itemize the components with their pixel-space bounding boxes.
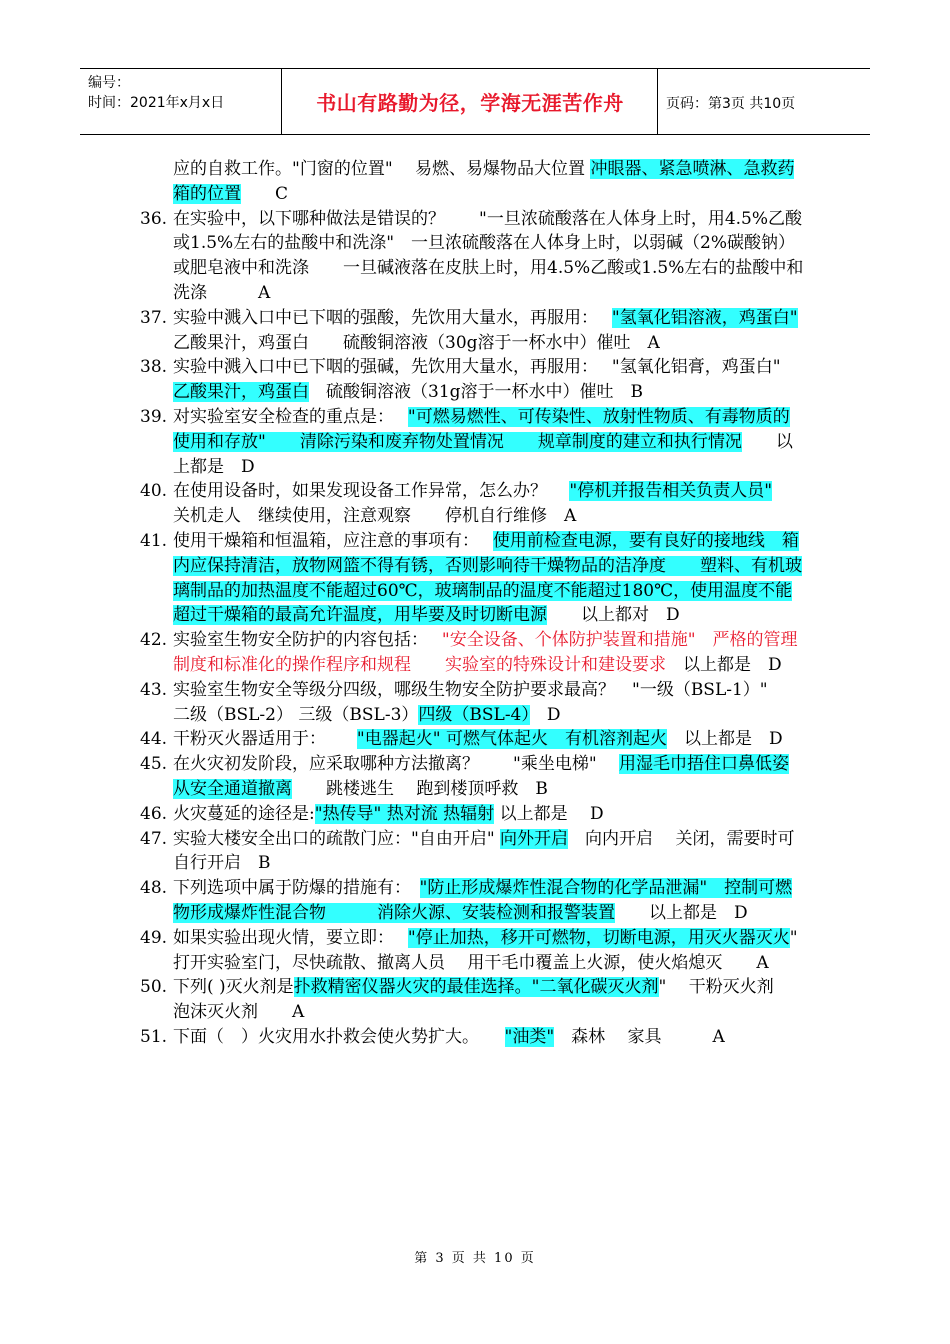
question-number: 46. xyxy=(140,803,168,824)
document-date-label: 时间：2021年x月x日 xyxy=(88,95,225,111)
highlighted-text: 使用前检查电源，要有良好的接地线 箱内应保持清洁，放物网篮不得有锈，否则影响待干燥物品的洁净度 塑料、有机玻璃制品的加热温度不能超过60℃，玻璃制品的温度不能超过180℃，使用温度不能超过干燥箱的最高允许温度，用毕要及时切断电源 xyxy=(173,530,802,626)
header-divider-left xyxy=(281,69,282,134)
question-text: 硫酸铜溶液（31g溶于一杯水中）催吐 B xyxy=(309,382,644,403)
question-number: 41. xyxy=(140,530,168,551)
question-number: 40. xyxy=(140,481,168,502)
question-text: 乙酸果汁，鸡蛋白 硫酸铜溶液（30g溶于一杯水中）催吐 A xyxy=(173,307,815,353)
question-text: 森林 家具 A xyxy=(554,1026,725,1047)
highlighted-text: "氢氧化铝溶液，鸡蛋白" xyxy=(611,307,798,328)
question-number: 43. xyxy=(140,679,168,700)
question-text: 实验中溅入口中已下咽的强碱，先饮用大量水，再服用： "氢氧化铝膏，鸡蛋白" xyxy=(173,357,798,378)
question-item xyxy=(140,355,805,405)
highlighted-text: "可燃易燃性、可传染性、放射性物质、有毒物质的使用和存放" 清除污染和废弃物处置情况 规章制度的建立和执行情况 xyxy=(173,406,790,452)
question-text: 下面（ ）火灾用水扑救会使火势扩大。 xyxy=(173,1026,505,1047)
question-text: 在火灾初发阶段，应采取哪种方法撤离？ "乘坐电梯" xyxy=(173,754,620,775)
question-item xyxy=(140,827,805,877)
header-divider-right xyxy=(657,69,658,134)
highlighted-text: 用湿毛巾捂住口鼻低姿从安全通道撤离 xyxy=(173,754,790,799)
question-number: 42. xyxy=(140,630,168,651)
question-text: 在使用设备时，如果发现设备工作异常，怎么办？ xyxy=(173,481,570,502)
question-item xyxy=(140,306,815,356)
red-text: "安全设备、个体防护装置和措施" 严格的管理制度和标准化的操作程序和规程 实验室的特殊设计和建设要求 xyxy=(173,630,798,675)
question-text: 对实验室安全检查的重点是： xyxy=(173,406,408,427)
document-number-label: 编号： xyxy=(88,75,130,91)
question-list xyxy=(140,157,820,1050)
question-text: " 打开实验室门，尽快疏散、撤离人员 用干毛巾覆盖上火源，使火焰熄灭 A xyxy=(173,927,820,973)
question-text: " 干粉灭火剂 泡沫灭火剂 A xyxy=(173,977,808,1023)
question-number: 50. xyxy=(140,977,168,998)
highlighted-text: "防止形成爆炸性混合物的化学品泄漏" 控制可燃物形成爆炸性混合物 消除火源、安装检测和报警装置 xyxy=(173,878,793,923)
question-text: 以上都是 D xyxy=(666,729,783,750)
question-item xyxy=(140,157,805,207)
question-item xyxy=(140,926,820,976)
highlighted-text: "停机并报告相关负责人员" xyxy=(569,481,773,502)
question-text: 以上都对 D xyxy=(547,605,680,626)
question-text: 实验中溅入口中已下咽的强酸，先饮用大量水，再服用： xyxy=(173,307,612,328)
question-item xyxy=(140,1025,805,1050)
question-text: 跳楼逃生 跑到楼顶呼救 B xyxy=(292,778,548,799)
question-text: 实验大楼安全出口的疏散门应："自由开启" xyxy=(173,828,501,849)
highlighted-text: "热传导" 热对流 热辐射 xyxy=(314,803,495,824)
page-header xyxy=(80,68,870,135)
question-item xyxy=(140,405,805,479)
question-item xyxy=(140,876,805,926)
highlighted-text: 四级（BSL-4） xyxy=(418,704,530,725)
question-text: 关机走人 继续使用，注意观察 停机自行维修 A xyxy=(173,481,790,527)
question-item xyxy=(140,628,805,678)
question-number: 44. xyxy=(140,729,168,750)
question-item xyxy=(140,529,805,628)
question-text: 实验室生物安全防护的内容包括： xyxy=(173,630,442,651)
highlighted-text: "电器起火" 可燃气体起火 有机溶剂起火 xyxy=(356,729,667,750)
question-text: 下列选项中属于防爆的措施有： xyxy=(173,878,420,899)
question-number: 51. xyxy=(140,1026,168,1047)
question-number: 45. xyxy=(140,754,168,775)
highlighted-text: 向外开启 xyxy=(500,828,569,849)
highlighted-text: 扑救精密仪器火灾的最佳选择。"二氧化碳灭火剂 xyxy=(293,977,659,998)
question-text: 应的自救工作。"门窗的位置" 易燃、易爆物品大位置 xyxy=(173,159,591,179)
question-text: 以上都是 D xyxy=(494,803,604,824)
question-text: 以上都是 D xyxy=(173,431,793,477)
question-text: 使用干燥箱和恒温箱，应注意的事项有： xyxy=(173,530,493,551)
header-page-info: 页码：第3页 共10页 xyxy=(666,96,796,112)
header-motto: 书山有路勤为径，学海无涯苦作舟 xyxy=(316,91,624,115)
question-item xyxy=(140,207,805,306)
question-text: 以上都是 D xyxy=(666,654,782,675)
question-text: 下列( )灭火剂是 xyxy=(173,977,294,998)
question-text: D xyxy=(529,704,561,725)
question-item xyxy=(140,727,805,752)
question-number: 49. xyxy=(140,927,168,948)
question-number: 39. xyxy=(140,406,168,427)
question-text: 以上都是 D xyxy=(615,902,748,923)
question-number: 38. xyxy=(140,357,168,378)
question-text: C xyxy=(241,183,289,204)
highlighted-text: "油类" xyxy=(504,1026,555,1047)
question-text: 干粉灭火器适用于： xyxy=(173,729,357,750)
question-text: 如果实验出现火情，要立即： xyxy=(173,927,408,948)
highlighted-text: 乙酸果汁，鸡蛋白 xyxy=(173,382,309,403)
question-text: 火灾蔓延的途径是: xyxy=(173,803,315,824)
question-item xyxy=(140,678,805,728)
question-text: 在实验中，以下哪种做法是错误的？ "一旦浓硫酸落在人体身上时，用4.5%乙酸或1.5%左右的盐酸中和洗涤" 一旦浓硫酸落在人体身上时，以弱碱（2%碳酸钠）或肥皂液中和洗涤 一旦碱液落在皮肤上时，用4.5%乙酸或1.5%左右的盐酸中和洗涤 A xyxy=(173,208,804,303)
highlighted-text: "停止加热，移开可燃物，切断电源，用灭火器灭火 xyxy=(407,927,790,948)
question-item xyxy=(140,752,805,802)
header-meta xyxy=(88,73,224,113)
question-number: 37. xyxy=(140,307,168,328)
question-number: 36. xyxy=(140,208,168,229)
highlighted-text: 冲眼器、紧急喷淋、急救药箱的位置 xyxy=(173,159,795,204)
question-number: 48. xyxy=(140,878,168,899)
question-item xyxy=(140,479,805,529)
question-item xyxy=(140,975,808,1025)
question-number: 47. xyxy=(140,828,168,849)
question-text: 实验室生物安全等级分四级，哪级生物安全防护要求最高？ "一级（BSL-1）" 二级（BSL-2） 三级（BSL-3） xyxy=(173,679,791,725)
page-footer: 第 3 页 共 10 页 xyxy=(414,1251,536,1266)
question-text: 向内开启 关闭，需要时可自行开启 B xyxy=(173,828,795,874)
question-item xyxy=(140,802,805,827)
